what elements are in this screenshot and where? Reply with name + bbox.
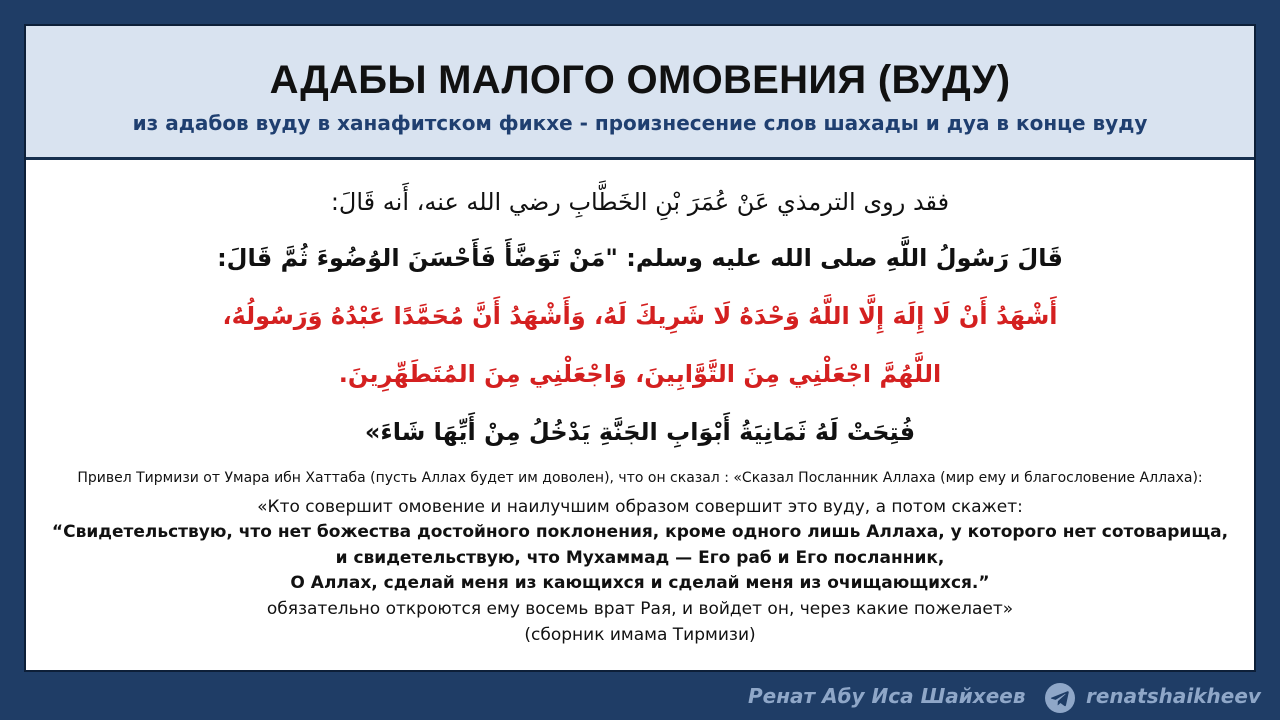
slide-frame xyxy=(24,24,1256,672)
russian-source: (сборник имама Тирмизи) xyxy=(524,625,756,645)
arabic-line-3-shahada: أَشْهَدُ أَنْ لَا إِلَهَ إِلَّا اللَّهُ وَحْدَهُ لَا شَرِيكَ لَهُ، وَأَشْهَدُ أَنَّ مُحَمَّدًا عَبْدُهُ وَرَسُولُهُ، xyxy=(222,302,1058,330)
arabic-line-4-dua: اللَّهُمَّ اجْعَلْنِي مِنَ التَّوَّابِينَ، وَاجْعَلْنِي مِنَ المُتَطَهِّرِينَ. xyxy=(338,360,942,388)
arabic-line-5: فُتِحَتْ لَهُ ثَمَانِيَةُ أَبْوَابِ الجَنَّةِ يَدْخُلُ مِنْ أَيِّهَا شَاءَ» xyxy=(364,418,916,446)
russian-intro: Привел Тирмизи от Умара ибн Хаттаба (пусть Аллах будет им доволен), что он сказал : «Сказал Посланник Аллаха (мир ему и благословение Аллаха): xyxy=(77,470,1203,486)
page-title: АДАБЫ МАЛОГО ОМОВЕНИЯ (ВУДУ) xyxy=(269,58,1011,102)
arabic-line-2: قَالَ رَسُولُ اللَّهِ صلى الله عليه وسلم: "مَنْ تَوَضَّأَ فَأَحْسَنَ الوُضُوءَ ثُمَّ قَالَ: xyxy=(217,244,1063,272)
russian-line-1: «Кто совершит омовение и наилучшим образом совершит это вуду, а потом скажет: xyxy=(257,497,1023,517)
russian-line-3: и свидетельствую, что Мухаммад — Его раб и Его посланник, xyxy=(335,548,945,568)
telegram-icon[interactable] xyxy=(1045,683,1075,713)
author-name: Ренат Абу Иса Шайхеев xyxy=(748,684,1026,708)
telegram-handle[interactable]: renatshaikheev xyxy=(1086,684,1261,708)
russian-line-4: О Аллах, сделай меня из кающихся и сделай меня из очищающихся.” xyxy=(290,573,990,593)
page-subtitle: из адабов вуду в ханафитском фикхе - произнесение слов шахады и дуа в конце вуду xyxy=(132,111,1148,135)
russian-line-5: обязательно откроются ему восемь врат Рая, и войдет он, через какие пожелает» xyxy=(266,599,1014,619)
slide-header xyxy=(26,26,1254,160)
russian-line-2: “Свидетельствую, что нет божества достойного поклонения, кроме одного лишь Аллаха, у которого нет сотоварища, xyxy=(51,522,1229,542)
arabic-line-1: فقد روى الترمذي عَنْ عُمَرَ بْنِ الخَطَّابِ رضي الله عنه، أَنه قَالَ: xyxy=(330,188,950,216)
